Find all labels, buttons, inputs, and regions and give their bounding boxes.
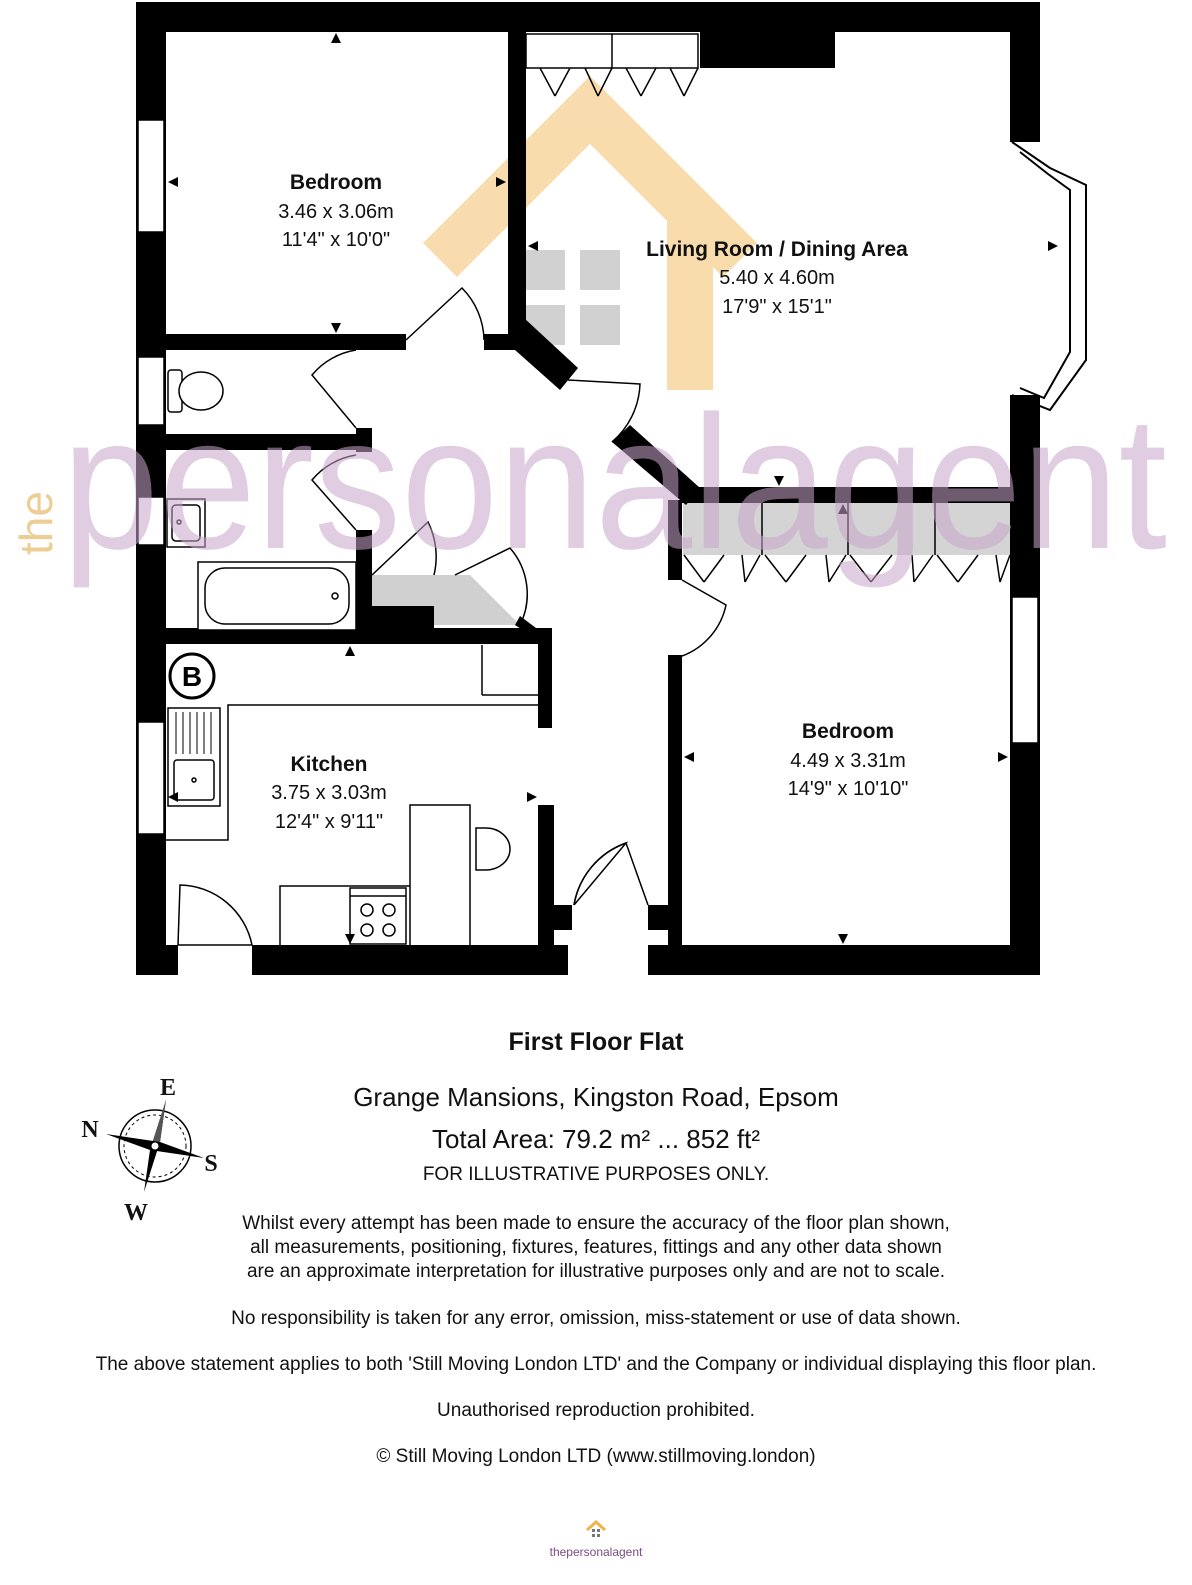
disclaimer-line: are an approximate interpretation for illustrative purposes only and are not to scale. (246, 1261, 946, 1282)
room-imperial: 17'9" x 15'1" (722, 296, 832, 318)
disclaimer (0, 1212, 1192, 1284)
footer (0, 1020, 1192, 1561)
bay-window (1012, 142, 1086, 410)
watermark-the: the (10, 491, 62, 555)
room-name: Kitchen (290, 753, 368, 776)
disclaimer-line: Whilst every attempt has been made to ensure the accuracy of the floor plan shown, (242, 1213, 950, 1234)
room-imperial: 12'4" x 9'11" (274, 811, 384, 833)
statement-note: The above statement applies to both 'Still Moving London LTD' and the Company or individual displaying this floor plan. (95, 1354, 1097, 1375)
property-address: Grange Mansions, Kingston Road, Epsom (353, 1082, 839, 1112)
compass-north: N (81, 1117, 99, 1143)
copyright-note: © Still Moving London LTD (www.stillmoving.london) (376, 1446, 816, 1467)
room-imperial: 11'4" x 10'0" (281, 229, 391, 251)
disclaimer-line: all measurements, positioning, fixtures, features, fittings and any other data shown (250, 1237, 942, 1258)
room-metric: 5.40 x 4.60m (719, 267, 835, 289)
watermark-brand: personalagent (62, 377, 1167, 589)
room-label-kitchen (271, 753, 387, 833)
brand-logo-text: thepersonalagent (549, 1545, 643, 1559)
living-cupboard (526, 34, 698, 96)
responsibility-note: No responsibility is taken for any error, omission, miss-statement or use of data shown. (231, 1308, 961, 1329)
compass-west: W (124, 1200, 148, 1226)
room-label-bedroom-1 (278, 171, 394, 251)
hob-icon (350, 888, 406, 944)
room-name: Bedroom (801, 720, 895, 743)
illustrative-note: FOR ILLUSTRATIVE PURPOSES ONLY. (422, 1164, 770, 1185)
compass-east: E (159, 1075, 177, 1101)
svg-text:B: B (181, 661, 203, 692)
total-area: Total Area: 79.2 m² ... 852 ft² (431, 1124, 761, 1154)
compass-south: S (204, 1151, 218, 1177)
reproduction-note: Unauthorised reproduction prohibited. (437, 1400, 755, 1421)
room-name: Living Room / Dining Area (646, 238, 908, 261)
room-metric: 3.75 x 3.03m (271, 782, 387, 804)
brand-logo (550, 1520, 643, 1559)
room-metric: 3.46 x 3.06m (278, 201, 394, 223)
room-metric: 4.49 x 3.31m (790, 750, 906, 772)
room-label-bedroom-2 (788, 720, 909, 800)
plan-title: First Floor Flat (508, 1028, 684, 1056)
house-logo-icon (584, 1520, 608, 1540)
sink-icon (168, 708, 220, 806)
boiler-icon (170, 654, 214, 698)
room-name: Bedroom (289, 171, 383, 194)
room-imperial: 14'9" x 10'10" (787, 778, 909, 800)
